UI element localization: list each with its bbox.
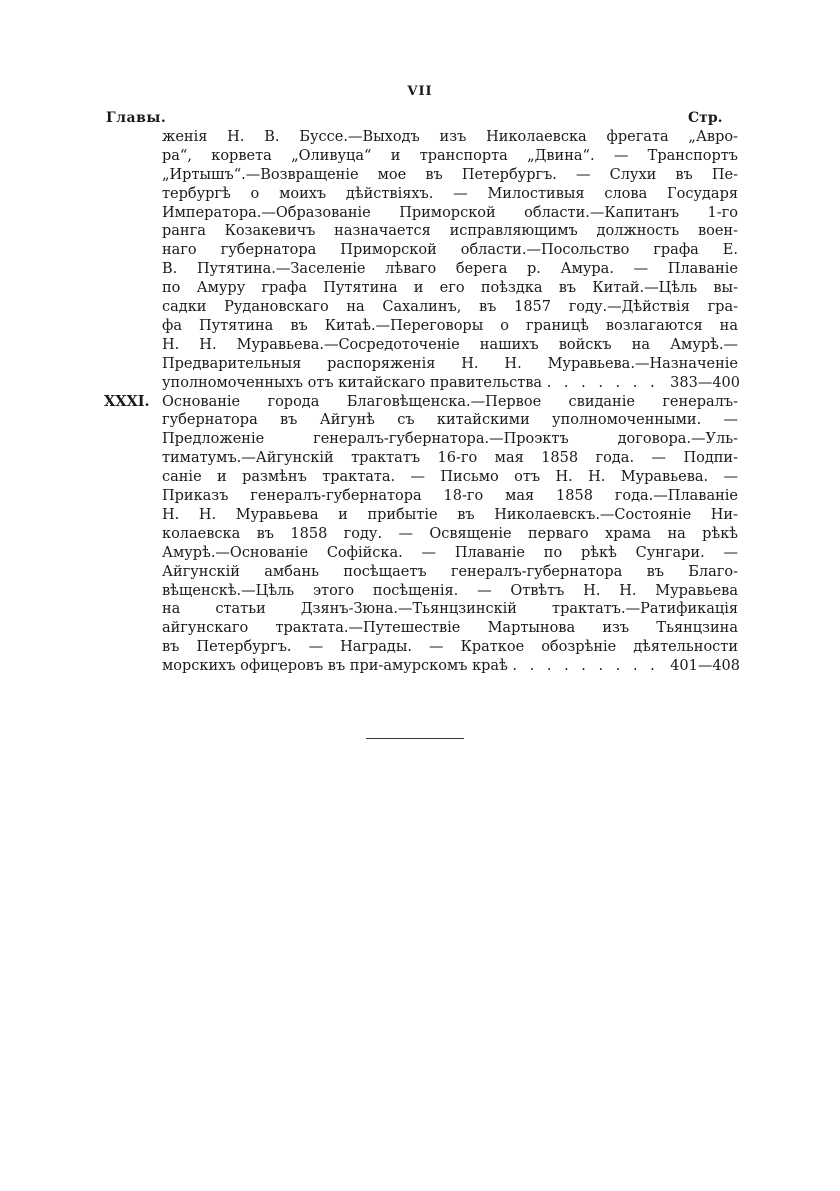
- summary-line: колаевска въ 1858 году. — Освященіе перваго храма на рѣкѣ: [162, 525, 738, 542]
- dot-leader: . . . . . . .: [546, 374, 659, 391]
- summary-line: тиматумъ.—Айгунскій трактатъ 16-го мая 1858 года. — Подпи-: [162, 450, 738, 467]
- summary-line: наго губернатора Приморской области.—Посольство графа Е.: [162, 242, 738, 259]
- summary-line-text: уполномоченныхъ отъ китайскаго правительства: [162, 374, 543, 391]
- summary-line: Н. Н. Муравьева и прибытіе въ Николаевскъ.—Состояніе Ни-: [162, 506, 738, 523]
- pages-column-header: Стр.: [688, 110, 723, 126]
- summary-line: ра“, корвета „Оливуца“ и транспорта „Двина“. — Транспортъ: [162, 147, 738, 164]
- summary-line: „Иртышъ“.—Возвращеніе мое въ Петербургъ. — Слухи въ Пе-: [162, 166, 738, 183]
- page-range: 383—400: [670, 374, 740, 391]
- summary-line: губернатора въ Айгунѣ съ китайскими уполномоченными. —: [162, 412, 738, 429]
- summary-line: саніе и размѣнъ трактата. — Письмо отъ Н. Н. Муравьева. —: [162, 469, 738, 486]
- summary-line: Приказъ генералъ-губернатора 18-го мая 1858 года.—Плаваніе: [162, 488, 738, 505]
- page-number: VII: [407, 84, 433, 99]
- summary-line: садки Рудановскаго на Сахалинъ, въ 1857 году.—Дѣйствія гра-: [162, 299, 738, 316]
- summary-line: ранга Козакевичъ назначается исправляющимъ должность воен-: [162, 223, 738, 240]
- summary-line: вѣщенскѣ.—Цѣль этого посѣщенія. — Отвѣтъ Н. Н. Муравьева: [162, 582, 738, 599]
- summary-line: Айгунскій амбань посѣщаетъ генералъ-губернатора въ Благо-: [162, 563, 738, 580]
- summary-line: Н. Н. Муравьева.—Сосредоточеніе нашихъ войскъ на Амурѣ.—: [162, 336, 738, 353]
- summary-last-line: [162, 657, 738, 676]
- summary-line: въ Петербургъ. — Награды. — Краткое обозрѣніе дѣятельности: [162, 639, 738, 656]
- page-range: 401—408: [670, 658, 740, 675]
- summary-line: на статьи Дзянъ-Зюна.—Тьянцзинскій трактатъ.—Ратификація: [162, 601, 738, 618]
- dot-leader: . . . . . . . . .: [512, 658, 659, 675]
- summary-line: айгунскаго трактата.—Путешествіе Мартынова изъ Тьянцзина: [162, 620, 738, 637]
- summary-line-text: морскихъ офицеровъ въ при-амурскомъ краѣ: [162, 658, 508, 675]
- summary-line: Основаніе города Благовѣщенска.—Первое свиданіе генералъ-: [162, 393, 738, 410]
- summary-line: женія Н. В. Буссе.—Выходъ изъ Николаевска фрегата „Авро-: [162, 129, 738, 145]
- summary-line: по Амуру графа Путятина и его поѣздка въ Китай.—Цѣль вы-: [162, 280, 738, 297]
- summary-line: В. Путятина.—Заселеніе лѣваго берега р. Амура. — Плаваніе: [162, 261, 738, 278]
- summary-line: Амурѣ.—Основаніе Софійска. — Плаваніе по рѣкѣ Сунгари. —: [162, 544, 738, 561]
- summary-line: Предварительныя распоряженія Н. Н. Муравьева.—Назначеніе: [162, 355, 738, 372]
- summary-line: тербургѣ о моихъ дѣйствіяхъ. — Милостивыя слова Государя: [162, 185, 738, 202]
- chapter-summary: [162, 393, 738, 676]
- chapter-summary: [162, 128, 738, 392]
- section-divider: [366, 738, 464, 739]
- chapters-column-header: Главы.: [106, 110, 167, 126]
- summary-line: Императора.—Образованіе Приморской области.—Капитанъ 1-го: [162, 204, 738, 221]
- summary-last-line: [162, 374, 738, 393]
- chapter-number: XXXI.: [104, 392, 150, 410]
- summary-line: фа Путятина въ Китаѣ.—Переговоры о границѣ возлагаются на: [162, 317, 738, 334]
- summary-line: Предложеніе генералъ-губернатора.—Проэктъ договора.—Уль-: [162, 431, 738, 448]
